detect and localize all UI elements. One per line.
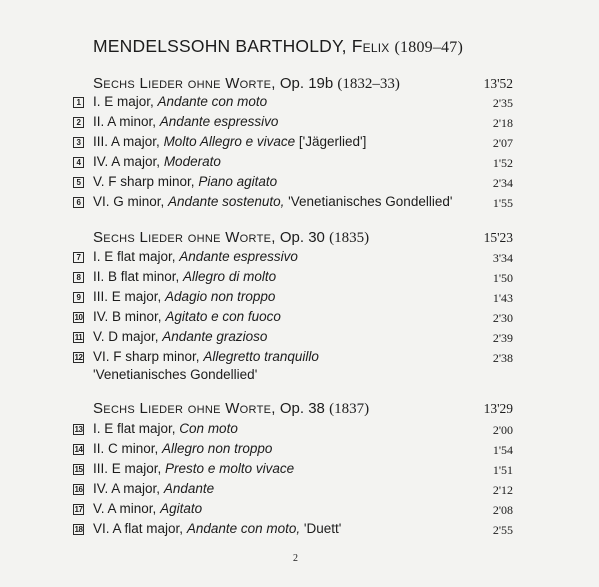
track-number-box: 15 — [74, 465, 83, 474]
composer-heading — [93, 36, 463, 57]
track-title: VI. G minor, Andante sostenuto, 'Venetianisches Gondellied' — [93, 194, 453, 209]
track-number-box: 6 — [73, 197, 84, 208]
track-number-box: 4 — [73, 157, 84, 168]
track-number-box: 13 — [74, 425, 83, 434]
track-duration: 2'00 — [492, 423, 513, 437]
track-duration: 1'54 — [492, 443, 513, 457]
track-row — [0, 421, 599, 441]
track-row — [0, 441, 599, 461]
track-title: V. A minor, Agitato — [93, 501, 203, 516]
track-row — [0, 349, 599, 369]
track-row — [0, 194, 599, 214]
track-duration: 2'18 — [492, 116, 513, 130]
work-title: Sechs Lieder ohne Worte, Op. 38 (1837) — [93, 400, 370, 417]
track-title: IV. B minor, Agitato e con fuoco — [93, 309, 281, 324]
track-subtitle: 'Venetianisches Gondellied' — [93, 367, 258, 382]
track-title: VI. F sharp minor, Allegretto tranquillo — [93, 349, 319, 364]
track-duration: 1'55 — [492, 196, 513, 210]
track-title: V. F sharp minor, Piano agitato — [93, 174, 278, 189]
track-duration: 2'30 — [492, 311, 513, 325]
track-number-box: 2 — [73, 117, 84, 128]
track-duration: 3'34 — [492, 251, 513, 265]
composer-name: MENDELSSOHN BARTHOLDY, — [93, 36, 347, 56]
work-duration: 13'29 — [483, 401, 513, 416]
track-duration: 1'52 — [492, 156, 513, 170]
track-row — [0, 521, 599, 541]
track-title: I. E flat major, Con moto — [93, 421, 238, 436]
track-row — [0, 249, 599, 269]
track-title: II. B flat minor, Allegro di molto — [93, 269, 277, 284]
track-title: II. A minor, Andante espressivo — [93, 114, 279, 129]
composer-first-name: Felix — [351, 36, 390, 56]
track-row — [0, 501, 599, 521]
track-number-box: 7 — [73, 252, 84, 263]
track-number-box: 18 — [74, 525, 83, 534]
track-number-box: 14 — [74, 445, 83, 454]
track-duration: 2'39 — [492, 331, 513, 345]
track-duration: 2'55 — [492, 523, 513, 537]
work-duration: 15'23 — [483, 230, 513, 245]
track-title: V. D major, Andante grazioso — [93, 329, 268, 344]
track-number-box: 12 — [74, 353, 83, 362]
track-duration: 1'51 — [492, 463, 513, 477]
track-number-box: 3 — [73, 137, 84, 148]
composer-dates: (1809–47) — [394, 39, 463, 56]
track-duration: 1'43 — [492, 291, 513, 305]
track-number-box: 10 — [74, 313, 83, 322]
track-duration: 1'50 — [492, 271, 513, 285]
track-title: III. E major, Adagio non troppo — [93, 289, 276, 304]
track-number-box: 16 — [74, 485, 83, 494]
track-number-box: 17 — [74, 505, 83, 514]
track-title: IV. A major, Andante — [93, 481, 215, 496]
track-title: II. C minor, Allegro non troppo — [93, 441, 273, 456]
track-row — [0, 329, 599, 349]
page-number: 2 — [293, 553, 298, 564]
track-row — [0, 114, 599, 134]
track-row — [0, 174, 599, 194]
track-title: I. E major, Andante con moto — [93, 94, 268, 109]
track-number-box: 11 — [74, 333, 83, 342]
work-title: Sechs Lieder ohne Worte, Op. 19b (1832–33) — [93, 75, 400, 92]
track-title: I. E flat major, Andante espressivo — [93, 249, 298, 264]
track-duration: 2'38 — [492, 351, 513, 365]
track-row — [0, 269, 599, 289]
track-number-box: 9 — [73, 292, 84, 303]
track-row — [0, 134, 599, 154]
work-title: Sechs Lieder ohne Worte, Op. 30 (1835) — [93, 229, 370, 246]
track-title: IV. A major, Moderato — [93, 154, 221, 169]
track-row — [0, 481, 599, 501]
track-row — [0, 461, 599, 481]
track-title: III. E major, Presto e molto vivace — [93, 461, 295, 476]
track-duration: 2'07 — [492, 136, 513, 150]
track-title: III. A major, Molto Allegro e vivace ['Jägerlied'] — [93, 134, 367, 149]
track-row — [0, 94, 599, 114]
work-duration: 13'52 — [483, 76, 513, 91]
track-duration: 2'08 — [492, 503, 513, 517]
track-row — [0, 154, 599, 174]
track-number-box: 1 — [73, 97, 84, 108]
track-title: VI. A flat major, Andante con moto, 'Duett' — [93, 521, 342, 536]
track-number-box: 5 — [73, 177, 84, 188]
track-duration: 2'34 — [492, 176, 513, 190]
track-duration: 2'12 — [492, 483, 513, 497]
track-row — [0, 309, 599, 329]
track-number-box: 8 — [73, 272, 84, 283]
track-duration: 2'35 — [492, 96, 513, 110]
track-row — [0, 289, 599, 309]
